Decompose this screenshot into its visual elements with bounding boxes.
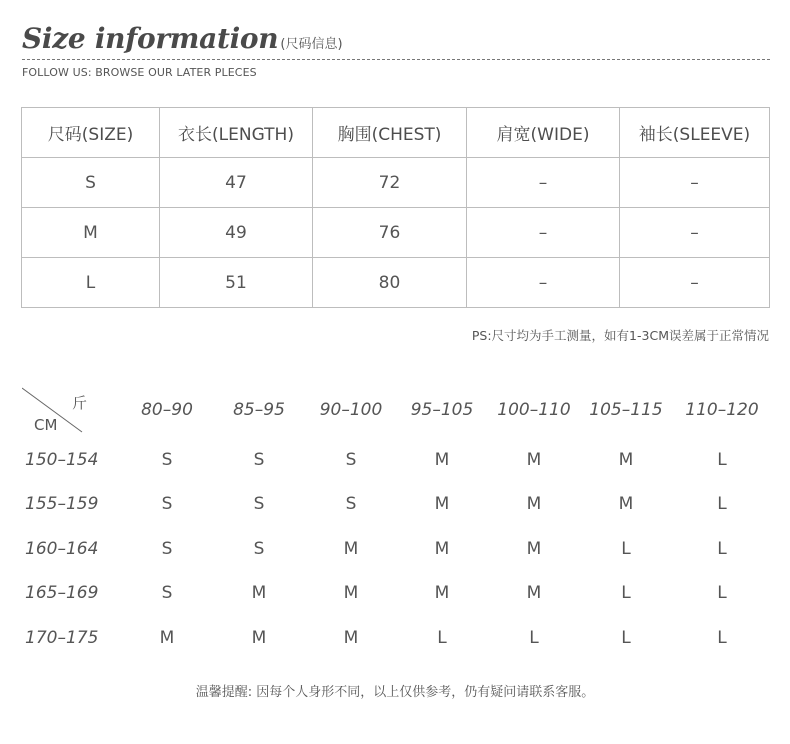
grid-cell: M <box>343 539 359 559</box>
cell-chest: 76 <box>313 208 467 258</box>
grid-cell: S <box>345 450 357 470</box>
cell-length: 51 <box>160 258 313 308</box>
grid-cell: M <box>434 450 450 470</box>
page-header <box>22 22 770 79</box>
page-title-sub: (尺码信息) <box>280 37 343 52</box>
dashed-divider <box>22 59 770 60</box>
weight-column-header: 95–105 <box>410 400 474 420</box>
grid-cell: L <box>717 539 727 559</box>
grid-cell: L <box>529 628 539 648</box>
weight-column-header: 100–110 <box>497 400 571 420</box>
grid-cell: S <box>161 583 173 603</box>
grid-cell: S <box>253 539 265 559</box>
cell-size: L <box>22 258 160 308</box>
table-row <box>22 158 770 208</box>
grid-cell: S <box>253 494 265 514</box>
grid-cell: M <box>251 628 267 648</box>
weight-column-header: 105–115 <box>589 400 663 420</box>
cell-length: 49 <box>160 208 313 258</box>
grid-cell: S <box>161 494 173 514</box>
cell-wide: – <box>467 258 620 308</box>
grid-cell: M <box>526 539 542 559</box>
grid-cell: S <box>161 450 173 470</box>
height-row-header: 165–169 <box>25 583 99 603</box>
height-row-header: 160–164 <box>25 539 99 559</box>
cell-chest: 72 <box>313 158 467 208</box>
table-row <box>22 258 770 308</box>
cell-sleeve: – <box>620 208 770 258</box>
grid-cell: M <box>618 494 634 514</box>
height-row-header: 155–159 <box>25 494 99 514</box>
grid-cell: M <box>618 450 634 470</box>
grid-cell: L <box>621 583 631 603</box>
grid-cell: L <box>717 450 727 470</box>
grid-cell: L <box>437 628 447 648</box>
header-sleeve: 袖长(SLEEVE) <box>620 108 770 158</box>
weight-column-header: 110–120 <box>685 400 759 420</box>
grid-corner <box>22 386 92 436</box>
follow-text: FOLLOW US: BROWSE OUR LATER PLECES <box>22 66 257 79</box>
grid-cell: M <box>251 583 267 603</box>
grid-cell: L <box>717 628 727 648</box>
header-size: 尺码(SIZE) <box>22 108 160 158</box>
cell-sleeve: – <box>620 158 770 208</box>
cell-size: S <box>22 158 160 208</box>
weight-column-header: 80–90 <box>141 400 193 420</box>
corner-jin-label: 斤 <box>72 394 88 412</box>
grid-cell: M <box>526 494 542 514</box>
page-title: Size information <box>22 22 279 55</box>
height-row-header: 170–175 <box>25 628 99 648</box>
grid-cell: S <box>345 494 357 514</box>
grid-cell: M <box>526 450 542 470</box>
cell-size: M <box>22 208 160 258</box>
grid-cell: S <box>253 450 265 470</box>
cell-wide: – <box>467 208 620 258</box>
weight-column-header: 85–95 <box>233 400 285 420</box>
grid-cell: L <box>621 628 631 648</box>
grid-cell: L <box>621 539 631 559</box>
cell-wide: – <box>467 158 620 208</box>
cell-sleeve: – <box>620 258 770 308</box>
grid-cell: M <box>159 628 175 648</box>
measurement-note: PS:尺寸均为手工测量，如有1-3CM误差属于正常情况 <box>471 328 769 343</box>
grid-cell: M <box>434 539 450 559</box>
grid-cell: M <box>526 583 542 603</box>
header-length: 衣长(LENGTH) <box>160 108 313 158</box>
grid-cell: L <box>717 494 727 514</box>
size-table-header-row <box>22 108 770 158</box>
corner-cm-label: CM <box>34 416 58 434</box>
cell-length: 47 <box>160 158 313 208</box>
weight-column-header: 90–100 <box>319 400 383 420</box>
header-wide: 肩宽(WIDE) <box>467 108 620 158</box>
grid-cell: M <box>343 583 359 603</box>
header-chest: 胸围(CHEST) <box>313 108 467 158</box>
size-recommendation-grid <box>0 380 790 670</box>
title-row <box>22 22 770 55</box>
footer-reminder: 温馨提醒: 因每个人身形不同，以上仅供参考，仍有疑问请联系客服。 <box>195 685 595 700</box>
table-row <box>22 208 770 258</box>
grid-cell: M <box>434 494 450 514</box>
grid-cell: S <box>161 539 173 559</box>
height-row-header: 150–154 <box>25 450 99 470</box>
cell-chest: 80 <box>313 258 467 308</box>
grid-cell: M <box>343 628 359 648</box>
grid-cell: L <box>717 583 727 603</box>
size-table <box>21 107 770 308</box>
grid-cell: M <box>434 583 450 603</box>
